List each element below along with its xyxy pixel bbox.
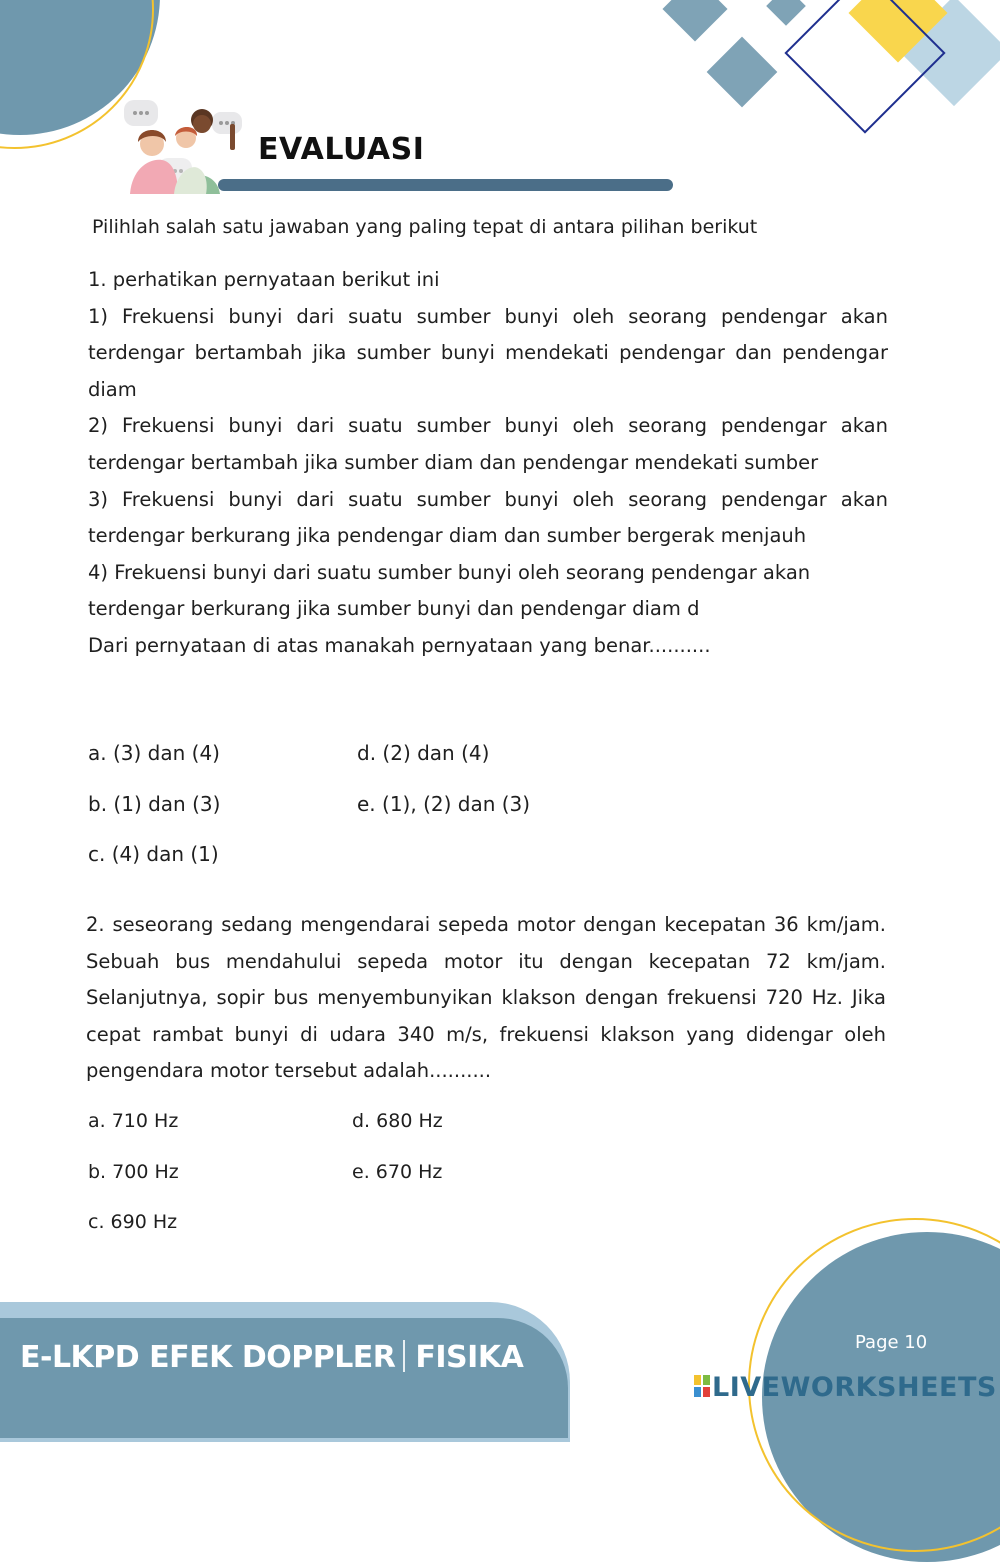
question-2-text: 2. seseorang sedang mengendarai sepeda motor dengan kecepatan 36 km/jam. Sebuah bus mendahului sepeda motor itu dengan kecepatan 72 km/jam. Selanjutnya, sopir bus menyembunyikan klakson dengan frekuensi 720 Hz. Jika cepat rambat bunyi di udara 340 m/s, frekuensi klakson yang didengar oleh pengendara motor tersebut adalah.......... (86, 913, 886, 1083)
question-1-statement-3: 3) Frekuensi bunyi dari suatu sumber bunyi oleh seorang pendengar akan terdengar berkurang jika pendengar diam dan sumber bergerak menjauh (88, 487, 888, 548)
question-1-statement-1: 1) Frekuensi bunyi dari suatu sumber bunyi oleh seorang pendengar akan terdengar bertambah jika sumber bunyi mendekati pendengar dan pendengar diam (88, 304, 888, 401)
decor-diamond (766, 0, 806, 26)
q1-option-c[interactable]: c. (4) dan (1) (88, 842, 219, 866)
page-title: EVALUASI (258, 132, 425, 167)
question-1-statement-2: 2) Frekuensi bunyi dari suatu sumber bunyi oleh seorang pendengar akan terdengar bertambah jika sumber diam dan pendengar mendekati sumber (88, 414, 888, 474)
q2-option-e[interactable]: e. 670 Hz (352, 1161, 443, 1183)
footer-band (0, 1318, 568, 1438)
decor-diamond (707, 37, 778, 108)
title-underline-bar (218, 179, 673, 191)
q1-option-a[interactable]: a. (3) dan (4) (88, 741, 220, 765)
liveworksheets-logo[interactable] (694, 1372, 997, 1403)
footer-title (20, 1340, 523, 1375)
question-1 (88, 262, 888, 665)
liveworksheets-icon (694, 1375, 710, 1397)
q2-option-a[interactable]: a. 710 Hz (88, 1110, 179, 1132)
question-1-intro: 1. perhatikan pernyataan berikut ini (88, 268, 440, 291)
footer-title-left: E-LKPD EFEK DOPPLER (20, 1340, 396, 1375)
q2-option-d[interactable]: d. 680 Hz (352, 1110, 443, 1132)
question-1-prompt: Dari pernyataan di atas manakah pernyataan yang benar.......... (88, 633, 711, 657)
q1-option-e[interactable]: e. (1), (2) dan (3) (357, 792, 531, 816)
liveworksheets-text: LIVEWORKSHEETS (712, 1372, 997, 1403)
q2-option-c[interactable]: c. 690 Hz (88, 1211, 178, 1233)
q1-option-b[interactable]: b. (1) dan (3) (88, 792, 221, 816)
decor-diamond (662, 0, 727, 42)
footer-title-right: FISIKA (415, 1340, 524, 1375)
q1-option-d[interactable]: d. (2) dan (4) (357, 741, 490, 765)
page-number: Page 10 (855, 1332, 928, 1353)
instructions-text: Pilihlah salah satu jawaban yang paling tepat di antara pilihan berikut (92, 216, 758, 238)
footer-separator (403, 1340, 405, 1372)
question-1-statement-4: 4) Frekuensi bunyi dari suatu sumber bunyi oleh seorang pendengar akan terdengar berkurang jika sumber bunyi dan pendengar diam d (88, 560, 811, 621)
q2-option-b[interactable]: b. 700 Hz (88, 1161, 179, 1183)
